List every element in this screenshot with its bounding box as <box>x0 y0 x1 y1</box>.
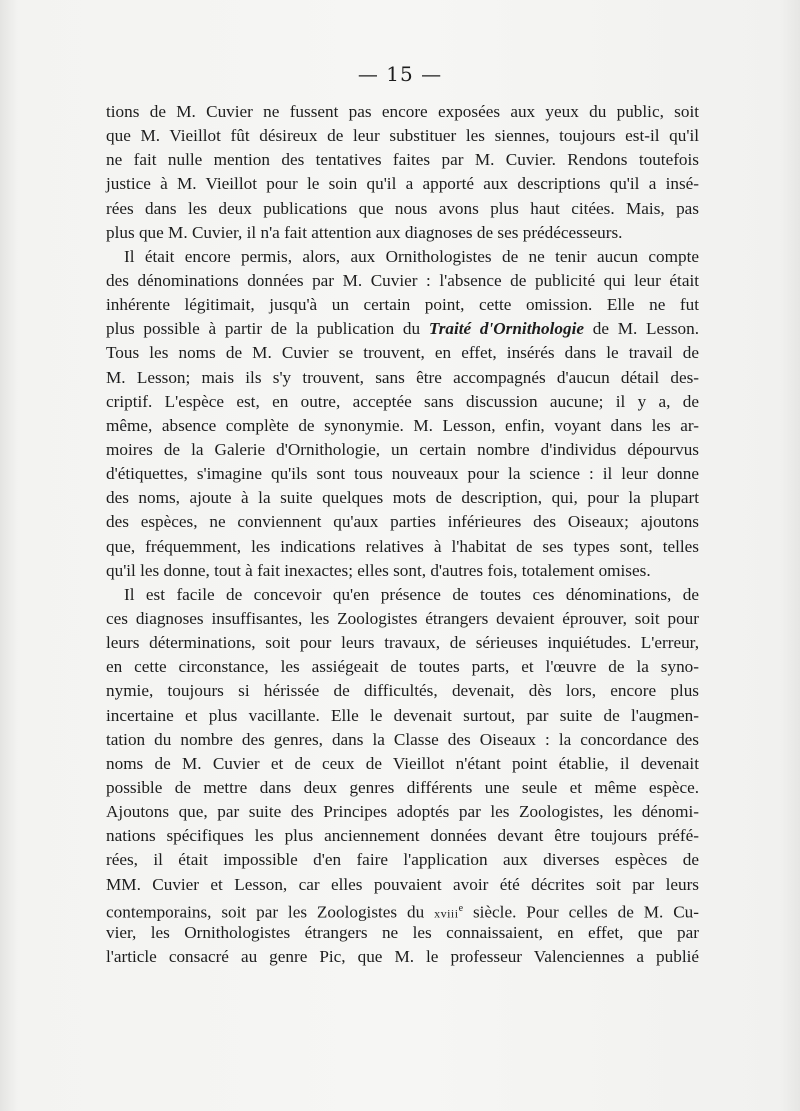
text-segment: de M. Lesson. <box>584 319 699 339</box>
paragraph-1 <box>106 100 699 245</box>
text-line: ces diagnoses insuffisantes, les Zoologistes étrangers devaient éprouver, soit pour <box>106 608 699 628</box>
text-line: Tous les noms de M. Cuvier se trouvent, en effet, insérés dans le travail de <box>106 343 699 363</box>
text-line: vier, les Ornithologistes étrangers ne les connaissaient, en effet, que par <box>106 922 699 942</box>
text-line: tation du nombre des genres, dans la Classe des Oiseaux : la concordance des <box>106 729 699 749</box>
text-line: des espèces, ne conviennent qu'aux parties inférieures des Oiseaux; ajoutons <box>106 512 699 532</box>
text-line-with-century <box>106 897 699 921</box>
text-line: Ajoutons que, par suite des Principes adoptés par les Zoologistes, les dénomi- <box>106 802 699 822</box>
text-line: des noms, ajoute à la suite quelques mots de description, qui, pour la plupart <box>106 488 699 508</box>
text-segment: contemporains, soit par les Zoologistes du <box>106 902 435 922</box>
text-line: noms de M. Cuvier et de ceux de Vieillot n'étant point établie, il devenait <box>106 753 699 773</box>
body-text <box>106 100 699 969</box>
text-line: plus que M. Cuvier, il n'a fait attention aux diagnoses de ses prédécesseurs. <box>106 222 623 242</box>
paragraph-2 <box>106 245 699 583</box>
text-segment: siècle. Pour celles de M. Cu- <box>463 902 699 922</box>
text-segment: plus possible à partir de la publication du <box>106 319 429 339</box>
text-line: l'article consacré au genre Pic, que M. le professeur Valenciennes a publié <box>106 946 699 966</box>
text-line: en cette circonstance, les assiégeait de toutes parts, et l'œuvre de la syno- <box>106 657 699 677</box>
century-superscript: e <box>458 902 464 914</box>
book-title: Traité d'Ornithologie <box>428 319 584 339</box>
text-line: que M. Vieillot fût désireux de leur substituer les siennes, toujours est-il qu'il <box>106 126 699 146</box>
text-line: qu'il les donne, tout à fait inexactes; elles sont, d'autres fois, totalement omises. <box>106 560 651 580</box>
text-line: criptif. L'espèce est, en outre, acceptée sans discussion aucune; il y a, de <box>106 391 699 411</box>
text-line: nymie, toujours si hérissée de difficultés, devenait, dès lors, encore plus <box>106 681 699 701</box>
text-line: MM. Cuvier et Lesson, car elles pouvaient avoir été décrites soit par leurs <box>106 874 699 894</box>
text-line: ne fait nulle mention des tentatives faites par M. Cuvier. Rendons toutefois <box>106 150 699 170</box>
text-line: même, absence complète de synonymie. M. Lesson, enfin, voyant dans les ar- <box>106 415 699 435</box>
text-line: moires de la Galerie d'Ornithologie, un certain nombre d'individus dépourvus <box>106 439 699 459</box>
century-numeral: xviii <box>434 906 459 921</box>
text-line: des dénominations données par M. Cuvier : l'absence de publicité qui leur était <box>106 270 699 290</box>
text-line: leurs déterminations, soit pour leurs travaux, de sérieuses inquiétudes. L'erreur, <box>106 633 699 653</box>
text-line: Il est facile de concevoir qu'en présence de toutes ces dénominations, de <box>124 584 699 604</box>
text-line: tions de M. Cuvier ne fussent pas encore exposées aux yeux du public, soit <box>106 102 699 121</box>
text-line: inhérente légitimait, jusqu'à un certain point, cette omission. Elle ne fut <box>106 295 699 315</box>
text-line: nations spécifiques les plus anciennement données devant être toujours préfé- <box>106 826 699 846</box>
text-line: d'étiquettes, s'imagine qu'ils sont tous nouveaux pour la science : il leur donne <box>106 464 699 484</box>
text-line: Il était encore permis, alors, aux Ornithologistes de ne tenir aucun compte <box>124 246 699 266</box>
text-line: que, fréquemment, les indications relatives à l'habitat de ses types sont, telles <box>106 536 699 556</box>
paragraph-3 <box>106 583 699 969</box>
text-line: rées dans les deux publications que nous avons plus haut citées. Mais, pas <box>106 198 699 218</box>
text-line: M. Lesson; mais ils s'y trouvent, sans être accompagnés d'aucun détail des- <box>106 367 699 387</box>
text-line-with-title <box>106 317 699 341</box>
text-line: possible de mettre dans deux genres différents une seule et même espèce. <box>106 777 699 797</box>
text-line: incertaine et plus vacillante. Elle le devenait surtout, par suite de l'augmen- <box>106 705 699 725</box>
page-number: — 15 — <box>357 62 443 86</box>
text-line: rées, il était impossible d'en faire l'application aux diverses espèces de <box>106 850 699 870</box>
text-line: justice à M. Vieillot pour le soin qu'il a apporté aux descriptions qu'il a insé- <box>106 174 699 194</box>
